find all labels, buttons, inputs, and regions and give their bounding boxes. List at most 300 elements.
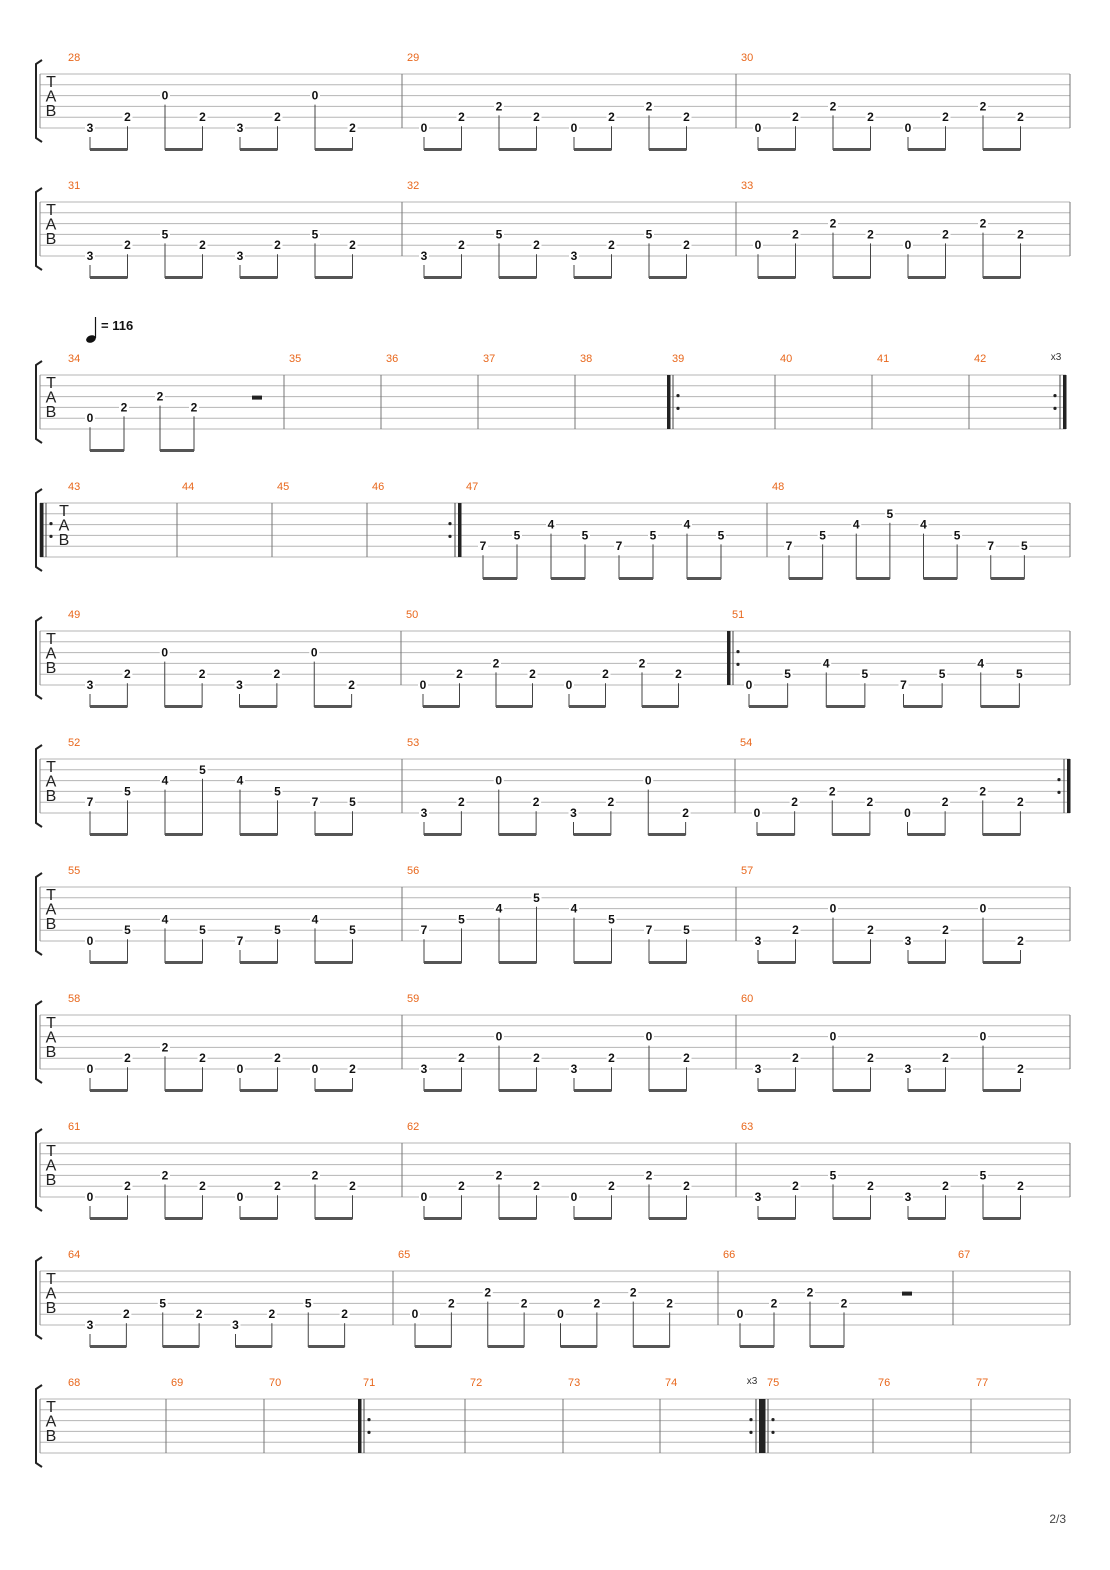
beam — [424, 1217, 462, 1220]
fret-number: 2 — [532, 795, 540, 810]
tab-clef-letter: B — [45, 916, 57, 933]
system-bracket — [36, 60, 42, 142]
tab-system — [36, 1249, 1070, 1348]
fret-number: 2 — [683, 238, 690, 253]
measure-number: 58 — [68, 993, 81, 1005]
fret-number: 2 — [520, 1296, 528, 1311]
fret-number: 2 — [448, 1296, 455, 1311]
fret-number: 3 — [86, 1318, 94, 1332]
fret-number: 2 — [792, 227, 799, 242]
fret-number: 5 — [784, 667, 791, 682]
measure-number: 65 — [398, 1249, 411, 1261]
fret-number: 3 — [420, 1062, 428, 1076]
fret-number: 0 — [904, 806, 911, 820]
fret-number: 2 — [682, 806, 689, 820]
fret-number: 5 — [274, 784, 281, 799]
tab-clef-letter: T — [46, 631, 56, 648]
fret-number: 2 — [840, 1296, 848, 1311]
measure-number: 41 — [877, 353, 890, 365]
fret-number: 4 — [920, 517, 927, 532]
beam — [991, 577, 1025, 580]
beam — [499, 276, 537, 279]
beam — [574, 833, 611, 836]
beam — [908, 276, 946, 279]
beam — [856, 577, 890, 580]
tab-clef-letter: A — [45, 1285, 57, 1303]
fret-number: 0 — [495, 1029, 503, 1044]
fret-number: 0 — [754, 121, 762, 135]
tab-system — [36, 737, 1071, 836]
measure-number: 47 — [466, 481, 479, 493]
fret-number: 2 — [123, 1307, 130, 1322]
fret-number: 4 — [495, 901, 503, 916]
repeat-dot — [676, 407, 679, 410]
beam — [826, 705, 865, 708]
tab-clef-letter: B — [45, 231, 57, 248]
fret-number: 2 — [608, 110, 615, 125]
fret-number: 2 — [533, 110, 540, 125]
fret-number: 7 — [479, 539, 487, 554]
beam — [551, 577, 585, 580]
fret-number: 2 — [666, 1296, 673, 1311]
beam — [496, 705, 533, 708]
fret-number: 0 — [311, 88, 319, 103]
fret-number: 0 — [745, 678, 753, 692]
fret-number: 2 — [124, 110, 131, 125]
measure-number: 73 — [568, 1377, 581, 1389]
beam — [757, 833, 795, 836]
measure — [407, 52, 736, 151]
beam — [499, 1089, 537, 1092]
measure — [277, 481, 367, 557]
fret-number: 2 — [1017, 795, 1024, 810]
measure-number: 34 — [68, 353, 81, 365]
measure — [68, 1249, 393, 1348]
fret-number: 2 — [866, 795, 874, 810]
fret-number: 2 — [349, 1179, 356, 1194]
beam — [424, 1089, 462, 1092]
beam — [833, 961, 871, 964]
repeat-dot — [448, 535, 451, 538]
fret-number: 0 — [236, 1062, 244, 1076]
beam — [810, 1345, 844, 1348]
fret-number: 7 — [420, 923, 428, 938]
beam — [240, 705, 277, 708]
repeat-start-thick-bar — [727, 631, 731, 685]
fret-number: 2 — [607, 795, 615, 810]
fret-number: 5 — [159, 1296, 167, 1311]
fret-number: 5 — [717, 528, 725, 543]
beam — [499, 961, 537, 964]
fret-number: 2 — [792, 923, 799, 938]
fret-number: 5 — [649, 528, 657, 543]
beam — [315, 961, 353, 964]
system-bracket — [36, 1129, 42, 1211]
measure-number: 46 — [372, 481, 385, 493]
beam — [619, 577, 653, 580]
fret-number: 2 — [199, 1051, 206, 1066]
beam — [981, 705, 1020, 708]
repeat-count: x3 — [746, 1376, 758, 1387]
beam — [561, 1345, 597, 1348]
measure-number: 71 — [363, 1377, 376, 1389]
beam — [749, 705, 788, 708]
fret-number: 4 — [570, 901, 578, 916]
fret-number: 5 — [349, 923, 356, 938]
fret-number: 4 — [547, 517, 555, 532]
beam — [833, 1089, 871, 1092]
system-bracket — [36, 188, 42, 270]
fret-number: 2 — [190, 400, 198, 415]
fret-number: 3 — [236, 249, 244, 263]
fret-number: 2 — [979, 216, 987, 231]
measure-number: 38 — [580, 353, 593, 365]
fret-number: 2 — [828, 784, 836, 799]
fret-number: 2 — [495, 1168, 503, 1183]
repeat-dot — [749, 1418, 752, 1421]
measure — [741, 180, 1070, 279]
tab-clef-letter: B — [45, 103, 57, 120]
fret-number: 2 — [791, 795, 798, 810]
fret-number: 2 — [198, 667, 206, 682]
fret-number: 2 — [1017, 110, 1024, 125]
fret-number: 3 — [236, 678, 243, 692]
fret-number: 3 — [86, 121, 94, 135]
measure — [762, 1377, 873, 1453]
fret-number: 0 — [644, 773, 652, 788]
measure — [741, 1121, 1070, 1220]
fret-number: 3 — [754, 1190, 762, 1204]
tab-clef-letter: B — [58, 532, 70, 549]
fret-number: 2 — [124, 667, 131, 682]
beam — [833, 276, 871, 279]
tab-clef-letter: A — [45, 901, 57, 919]
repeat-start-thick-bar — [40, 503, 44, 557]
fret-number: 2 — [124, 238, 131, 253]
fret-number: 4 — [683, 517, 691, 532]
measure — [740, 737, 1071, 836]
beam — [758, 961, 796, 964]
fret-number: 5 — [533, 890, 540, 905]
fret-number: 2 — [1017, 227, 1024, 242]
beam — [499, 148, 537, 151]
tab-clef-letter: A — [45, 773, 57, 791]
fret-number: 5 — [886, 506, 894, 521]
tab-clef-letter: B — [45, 660, 57, 677]
tab-clef-letter: A — [58, 517, 70, 535]
measure — [68, 180, 402, 279]
tab-clef-letter: A — [45, 1029, 57, 1047]
measure-number: 43 — [68, 481, 81, 493]
fret-number: 0 — [736, 1307, 744, 1322]
repeat-end-thick-bar — [458, 503, 462, 557]
fret-number: 2 — [645, 1168, 653, 1183]
fret-number: 2 — [349, 121, 356, 135]
fret-number: 2 — [495, 99, 503, 114]
beam — [649, 961, 687, 964]
fret-number: 4 — [161, 773, 169, 788]
fret-number: 0 — [161, 88, 169, 103]
beam — [983, 1217, 1021, 1220]
measure — [741, 993, 1070, 1092]
fret-number: 3 — [236, 121, 244, 135]
fret-number: 2 — [979, 784, 987, 799]
beam — [424, 961, 462, 964]
beam — [649, 148, 687, 151]
system-bracket — [36, 361, 42, 443]
fret-number: 0 — [311, 1062, 319, 1076]
measure — [580, 353, 592, 365]
measure — [182, 481, 272, 557]
tab-clef-letter: A — [45, 88, 57, 106]
measure — [976, 1377, 1070, 1453]
fret-number: 0 — [557, 1307, 564, 1322]
fret-number: 5 — [124, 923, 131, 938]
system-bracket — [36, 1257, 42, 1339]
beam — [424, 833, 461, 836]
tab-system — [36, 317, 1067, 452]
fret-number: 4 — [311, 912, 319, 927]
fret-number: 5 — [938, 667, 946, 682]
measure — [407, 993, 736, 1092]
beam — [90, 1217, 128, 1220]
fret-number: 2 — [867, 923, 874, 938]
fret-number: 5 — [608, 912, 615, 927]
fret-number: 5 — [1016, 667, 1023, 682]
fret-number: 7 — [987, 539, 995, 554]
fret-number: 2 — [593, 1296, 601, 1311]
fret-number: 5 — [683, 923, 690, 938]
beam — [315, 833, 353, 836]
beam — [648, 833, 685, 836]
fret-number: 0 — [86, 1062, 94, 1076]
fret-number: 5 — [581, 528, 589, 543]
fret-number: 4 — [977, 656, 985, 671]
fret-number: 2 — [792, 110, 799, 125]
page-number: 2/3 — [1049, 1512, 1066, 1526]
beam — [499, 833, 536, 836]
measure — [171, 1377, 264, 1453]
measure-number: 62 — [407, 1121, 420, 1133]
beam — [90, 148, 128, 151]
beam — [574, 148, 612, 151]
beam — [908, 148, 946, 151]
measure — [68, 609, 401, 708]
tempo-marking — [85, 317, 133, 344]
fret-number: 2 — [683, 1051, 690, 1066]
fret-number: 5 — [1021, 539, 1028, 554]
measure — [772, 481, 1070, 580]
measure — [398, 1249, 718, 1348]
fret-number: 2 — [199, 1179, 206, 1194]
fret-number: 5 — [819, 528, 826, 543]
measure — [727, 609, 1070, 708]
fret-number: 2 — [806, 1285, 814, 1300]
measure — [68, 865, 402, 964]
measure — [780, 353, 872, 429]
tab-clef-letter: A — [45, 1157, 57, 1175]
fret-number: 2 — [638, 656, 646, 671]
repeat-dot — [1053, 407, 1056, 410]
fret-number: 2 — [274, 110, 281, 125]
tab-system — [36, 609, 1070, 708]
measure — [568, 1377, 660, 1453]
beam — [740, 1345, 774, 1348]
fret-number: 2 — [683, 1179, 690, 1194]
fret-number: 5 — [645, 227, 653, 242]
fret-number: 2 — [533, 238, 540, 253]
beam — [569, 705, 606, 708]
tab-clef-letter: T — [46, 1271, 56, 1288]
tab-clef-letter: B — [45, 404, 57, 421]
fret-number: 7 — [615, 539, 623, 554]
fret-number: 0 — [419, 678, 427, 692]
beam — [758, 148, 796, 151]
system-bracket — [36, 745, 42, 827]
beam — [924, 577, 958, 580]
measure-number: 57 — [741, 865, 754, 877]
measure — [974, 352, 1067, 429]
fret-number: 2 — [458, 1179, 465, 1194]
fret-number: 2 — [195, 1307, 203, 1322]
fret-number: 5 — [513, 528, 521, 543]
beam — [90, 705, 127, 708]
measure — [407, 737, 735, 836]
measure-number: 56 — [407, 865, 420, 877]
tab-clef-letter: A — [45, 216, 57, 234]
fret-number: 0 — [754, 238, 762, 253]
beam — [90, 449, 124, 452]
beam — [424, 276, 462, 279]
fret-number: 2 — [529, 667, 536, 682]
repeat-end-thick-bar — [1067, 759, 1071, 813]
measure — [68, 1121, 402, 1220]
beam — [315, 1217, 353, 1220]
beam — [833, 1217, 871, 1220]
fret-number: 2 — [456, 667, 463, 682]
repeat-dot — [1057, 791, 1060, 794]
fret-number: 3 — [570, 249, 578, 263]
beam — [240, 148, 278, 151]
fret-number: 2 — [533, 1051, 540, 1066]
fret-number: 2 — [608, 1179, 615, 1194]
beam — [908, 833, 946, 836]
fret-number: 2 — [792, 1051, 799, 1066]
measure-number: 37 — [483, 353, 496, 365]
fret-number: 2 — [942, 227, 949, 242]
fret-number: 2 — [867, 1051, 874, 1066]
measure — [406, 609, 684, 708]
repeat-dot — [49, 535, 52, 538]
fret-number: 0 — [753, 806, 761, 820]
measure-number: 50 — [406, 609, 419, 621]
beam — [649, 1217, 687, 1220]
measure-number: 32 — [407, 180, 420, 192]
beam — [499, 1217, 537, 1220]
measure-number: 77 — [976, 1377, 989, 1389]
beam — [90, 276, 128, 279]
measure-number: 66 — [723, 1249, 736, 1261]
beam — [236, 1345, 272, 1348]
fret-number: 2 — [161, 1168, 169, 1183]
beam — [758, 1089, 796, 1092]
beam — [165, 961, 203, 964]
fret-number: 2 — [1017, 934, 1024, 948]
repeat-dot — [736, 650, 739, 653]
repeat-dot — [771, 1418, 774, 1421]
fret-number: 0 — [829, 901, 837, 916]
measure — [68, 353, 284, 452]
measure-number: 64 — [68, 1249, 81, 1261]
fret-number: 5 — [829, 1168, 837, 1183]
beam — [240, 961, 278, 964]
beam — [315, 148, 353, 151]
fret-number: 0 — [979, 901, 987, 916]
fret-number: 2 — [829, 216, 837, 231]
fret-number: 7 — [86, 795, 94, 810]
fret-number: 0 — [411, 1307, 419, 1322]
fret-number: 2 — [458, 795, 465, 810]
measure-number: 63 — [741, 1121, 754, 1133]
repeat-dot — [676, 394, 679, 397]
measure-number: 54 — [740, 737, 753, 749]
fret-number: 2 — [645, 99, 653, 114]
tab-system — [36, 52, 1070, 151]
measure-number: 44 — [182, 481, 195, 493]
repeat-count: x3 — [1050, 352, 1062, 363]
fret-number: 0 — [904, 121, 912, 135]
fret-number: 5 — [199, 762, 206, 777]
measure — [878, 1377, 971, 1453]
beam — [649, 276, 687, 279]
fret-number: 3 — [86, 249, 94, 263]
fret-number: 2 — [1017, 1179, 1024, 1194]
measure-number: 61 — [68, 1121, 81, 1133]
beam — [165, 276, 203, 279]
measure-number: 72 — [470, 1377, 483, 1389]
system-bracket — [36, 617, 42, 699]
fret-number: 5 — [349, 795, 356, 810]
fret-number: 2 — [602, 667, 609, 682]
fret-number: 2 — [867, 110, 874, 125]
fret-number: 3 — [904, 1062, 912, 1076]
beam — [983, 961, 1021, 964]
beam — [574, 961, 612, 964]
beam — [424, 148, 462, 151]
measure-number: 68 — [68, 1377, 81, 1389]
beam — [642, 705, 679, 708]
fret-number: 2 — [942, 1179, 949, 1194]
fret-number: 2 — [458, 1051, 465, 1066]
measure — [958, 1249, 1070, 1325]
beam — [240, 276, 278, 279]
beam — [908, 1089, 946, 1092]
measure — [68, 737, 402, 836]
fret-number: 5 — [861, 667, 869, 682]
beam — [314, 705, 351, 708]
half-rest-icon — [252, 396, 262, 400]
fret-number: 0 — [86, 411, 94, 426]
beam — [90, 1345, 126, 1348]
fret-number: 2 — [124, 1179, 131, 1194]
fret-number: 2 — [120, 400, 128, 415]
fret-number: 3 — [570, 806, 577, 820]
repeat-dot — [448, 522, 451, 525]
fret-number: 2 — [608, 238, 615, 253]
fret-number: 2 — [629, 1285, 637, 1300]
beam — [165, 833, 203, 836]
fret-number: 2 — [458, 110, 465, 125]
